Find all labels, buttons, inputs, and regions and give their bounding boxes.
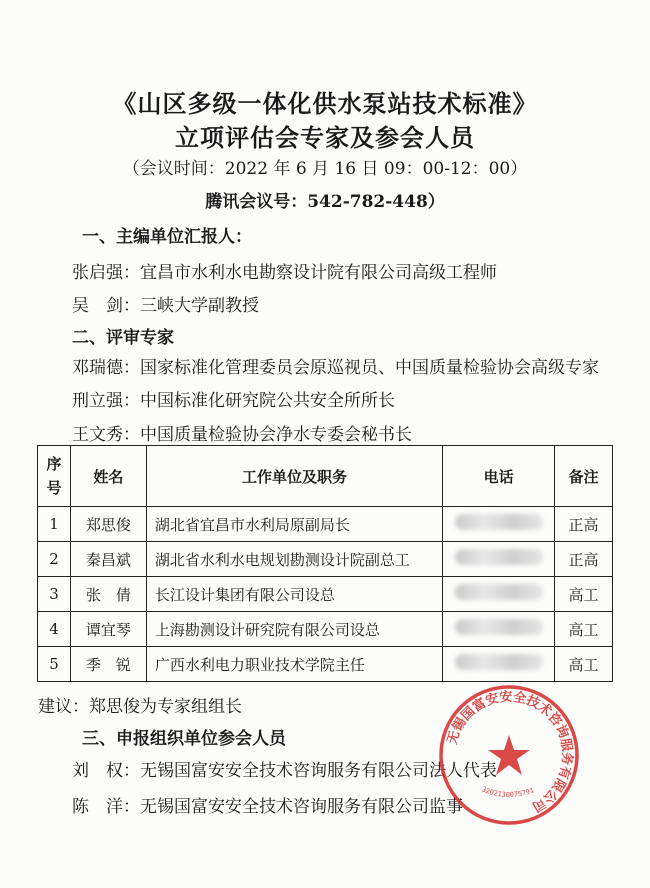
person-desc: 中国质量检验协会净水专委会秘书长: [140, 425, 412, 445]
svg-text:3202130075791: [480, 785, 535, 799]
person-desc: 三峡大学副教授: [140, 296, 259, 316]
cell-unit: 湖北省宜昌市水利局原副局长: [146, 507, 442, 542]
cell-name: 郑思俊: [70, 507, 146, 542]
cell-note: 高工: [555, 577, 613, 612]
attendee-entry: [72, 792, 463, 817]
cell-note: 正高: [555, 507, 613, 542]
person-desc: 中国标准化研究院公共安全所所长: [140, 391, 395, 411]
table-row: [38, 542, 613, 577]
redaction-blur: [455, 619, 543, 635]
person-name: 刘 权：: [72, 761, 140, 781]
seal-number: 3202130075791: [480, 785, 536, 800]
person-desc: 宜昌市水利水电勘察设计院有限公司高级工程师: [140, 263, 497, 283]
cell-phone-redacted: [443, 612, 555, 647]
table-row: [38, 507, 613, 542]
meeting-time: （会议时间：2022 年 6 月 16 日 09：00-12：00）: [122, 159, 528, 179]
expert-table: [37, 445, 613, 682]
redaction-blur: [455, 514, 543, 530]
person-name: 王文秀：: [72, 425, 140, 445]
cell-note: 正高: [555, 542, 613, 577]
person-desc: 国家标准化管理委员会原巡视员、中国质量检验协会高级专家: [140, 358, 599, 378]
cell-name: 季 锐: [70, 647, 146, 682]
seal-text: 无锡国富安安全技术咨询服务有限公司: [445, 689, 575, 815]
person-name: 吴 剑：: [72, 296, 140, 316]
cell-phone-redacted: [443, 577, 555, 612]
cell-note: 高工: [555, 647, 613, 682]
cell-note: 高工: [555, 612, 613, 647]
header-seq: 序 号: [38, 446, 71, 507]
company-seal: [437, 683, 581, 827]
header-name: 姓名: [70, 446, 146, 507]
person-desc: 无锡国富安安全技术咨询服务有限公司监事: [140, 797, 463, 817]
section2-heading: 二、评审专家: [72, 328, 174, 348]
table-row: [38, 612, 613, 647]
person-name: 邓瑞德：: [72, 358, 140, 378]
cell-name: 张 倩: [70, 577, 146, 612]
cell-name: 谭宜琴: [70, 612, 146, 647]
star-icon: [488, 735, 530, 775]
expert-entry: [72, 420, 412, 445]
redaction-blur: [455, 584, 543, 600]
document-subtitle: 立项评估会专家及参会人员: [175, 123, 475, 152]
meeting-id: 腾讯会议号：542-782-448）: [205, 192, 445, 212]
cell-phone-redacted: [443, 647, 555, 682]
table-row: [38, 577, 613, 612]
cell-seq: 5: [38, 647, 71, 682]
reporter-entry: [72, 258, 497, 283]
cell-phone-redacted: [443, 507, 555, 542]
reporter-entry: [72, 291, 259, 316]
person-desc: 无锡国富安安全技术咨询服务有限公司法人代表: [140, 761, 497, 781]
expert-entry: [72, 386, 395, 411]
header-phone: 电话: [443, 446, 555, 507]
redaction-blur: [455, 654, 543, 670]
header-note: 备注: [555, 446, 613, 507]
header-unit: 工作单位及职务: [146, 446, 442, 507]
redaction-blur: [455, 549, 543, 565]
section3-heading: 三、申报组织单位参会人员: [82, 729, 286, 749]
suggestion-note: 建议：郑思俊为专家组组长: [38, 697, 242, 717]
table-row: [38, 647, 613, 682]
cell-unit: 湖北省水利水电规划勘测设计院副总工: [146, 542, 442, 577]
cell-seq: 1: [38, 507, 71, 542]
cell-seq: 3: [38, 577, 71, 612]
cell-seq: 2: [38, 542, 71, 577]
person-name: 刑立强：: [72, 391, 140, 411]
section1-heading: 一、主编单位汇报人：: [82, 227, 252, 247]
cell-seq: 4: [38, 612, 71, 647]
person-name: 张启强：: [72, 263, 140, 283]
cell-unit: 长江设计集团有限公司设总: [146, 577, 442, 612]
attendee-entry: [72, 756, 497, 781]
expert-entry: [72, 353, 599, 378]
cell-phone-redacted: [443, 542, 555, 577]
cell-unit: 上海勘测设计研究院有限公司设总: [146, 612, 442, 647]
document-title: 《山区多级一体化供水泵站技术标准》: [112, 89, 538, 118]
cell-name: 秦昌斌: [70, 542, 146, 577]
person-name: 陈 洋：: [72, 797, 140, 817]
cell-unit: 广西水利电力职业技术学院主任: [146, 647, 442, 682]
table-header-row: [38, 446, 613, 507]
